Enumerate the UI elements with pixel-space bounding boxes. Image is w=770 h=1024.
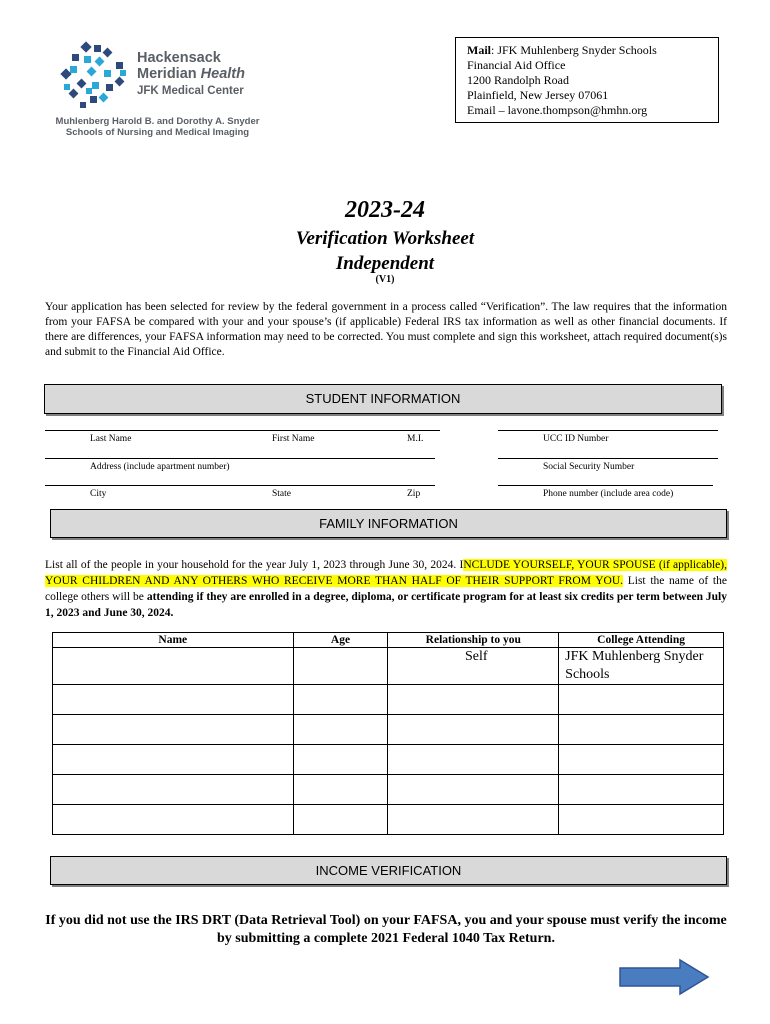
cell-name[interactable]: [53, 648, 294, 685]
cell-college[interactable]: JFK Muhlenberg Snyder Schools: [559, 648, 724, 685]
logo-name-line1: Hackensack: [137, 50, 221, 66]
first-name-label: First Name: [272, 434, 315, 444]
page-title-year: 2023-24: [345, 197, 425, 223]
last-name-label: Last Name: [90, 434, 132, 444]
mail-line4: Plainfield, New Jersey 07061: [467, 88, 609, 102]
logo-wordmark: [137, 50, 245, 82]
table-row: [53, 745, 724, 775]
right-arrow-icon[interactable]: [618, 958, 710, 996]
cell-relationship[interactable]: [388, 775, 559, 805]
income-verification-heading: INCOME VERIFICATION: [50, 856, 727, 885]
cell-name[interactable]: [53, 685, 294, 715]
mail-line1: : JFK Muhlenberg Snyder Schools: [491, 43, 657, 57]
page-subtitle: Independent: [335, 253, 435, 274]
phone-label: Phone number (include area code): [543, 489, 674, 499]
logo-subtitle: JFK Medical Center: [137, 85, 244, 97]
mailing-address-box: [455, 37, 719, 123]
household-table: [52, 632, 724, 835]
table-row: [53, 805, 724, 835]
logo-mark-icon: [58, 40, 136, 112]
ssn-field-line[interactable]: [498, 458, 718, 459]
phone-field-line[interactable]: [498, 485, 713, 486]
column-header-age: Age: [293, 633, 388, 648]
address-field-line[interactable]: [45, 458, 435, 459]
column-header-name: Name: [53, 633, 294, 648]
address-label: Address (include apartment number): [90, 462, 230, 472]
ucc-id-field-line[interactable]: [498, 430, 718, 431]
table-header-row: [53, 633, 724, 648]
zip-label: Zip: [407, 489, 421, 499]
cell-relationship[interactable]: [388, 715, 559, 745]
cell-college[interactable]: [559, 715, 724, 745]
cell-age[interactable]: [293, 715, 388, 745]
table-row: [53, 775, 724, 805]
student-info-heading: STUDENT INFORMATION: [44, 384, 722, 414]
cell-relationship[interactable]: [388, 805, 559, 835]
cell-name[interactable]: [53, 715, 294, 745]
school-name-line1: Muhlenberg Harold B. and Dorothy A. Snyder: [55, 116, 260, 127]
logo-name-line2a: Meridian: [137, 66, 201, 82]
family-text-bold: attending if they are enrolled in a degree, diploma, or certificate program for at least six credits per term between July 1, 2023 and June 30, 2024.: [45, 591, 727, 619]
income-notice: If you did not use the IRS DRT (Data Retrieval Tool) on your FAFSA, you and your spouse must verify the income by submitting a complete 2021 Federal 1040 Tax Return.: [45, 913, 727, 946]
cell-age[interactable]: [293, 805, 388, 835]
table-row: [53, 715, 724, 745]
mail-line3: 1200 Randolph Road: [467, 73, 569, 87]
cell-name[interactable]: [53, 805, 294, 835]
cell-age[interactable]: [293, 648, 388, 685]
table-row: [53, 648, 724, 685]
page-title: Verification Worksheet: [295, 228, 475, 249]
family-text-part2: List the name of the college others will be: [45, 575, 727, 603]
city-state-zip-field-line[interactable]: [45, 485, 435, 486]
cell-age[interactable]: [293, 745, 388, 775]
cell-college[interactable]: [559, 775, 724, 805]
logo-name-line2b: Health: [200, 66, 245, 82]
cell-name[interactable]: [53, 775, 294, 805]
ucc-id-label: UCC ID Number: [543, 434, 609, 444]
school-name-line2: Schools of Nursing and Medical Imaging: [65, 127, 250, 138]
cell-age[interactable]: [293, 775, 388, 805]
family-instructions: [45, 557, 727, 621]
cell-relationship[interactable]: [388, 685, 559, 715]
school-name: [55, 116, 260, 138]
mail-email: Email – lavone.thompson@hmhn.org: [467, 103, 648, 117]
ssn-label: Social Security Number: [543, 462, 635, 472]
cell-relationship[interactable]: Self: [388, 648, 559, 685]
family-info-heading: FAMILY INFORMATION: [50, 509, 727, 538]
mail-line2: Financial Aid Office: [467, 58, 566, 72]
family-text-part1: List all of the people in your household for the year July 1, 2023 through June 30, 2024. I: [45, 559, 464, 571]
column-header-relationship: Relationship to you: [388, 633, 559, 648]
intro-paragraph: Your application has been selected for review by the federal government in a process called “Verification”. The law requires that the information from your FAFSA be compared with your and your spouse’s (if applicable) Federal IRS tax information as well as other financial documents. If there are differences, your FAFSA information may need to be corrected. You must complete and sign this worksheet, attach required document(s)s and submit to the Financial Aid Office.: [45, 301, 727, 358]
version-label: (V1): [375, 274, 395, 285]
name-field-line[interactable]: [45, 430, 440, 431]
cell-name[interactable]: [53, 745, 294, 775]
cell-relationship[interactable]: [388, 745, 559, 775]
cell-age[interactable]: [293, 685, 388, 715]
cell-college[interactable]: [559, 805, 724, 835]
state-label: State: [272, 489, 291, 499]
family-text-highlight: NCLUDE YOURSELF, YOUR SPOUSE (if applicable), YOUR CHILDREN AND ANY OTHERS WHO RECEIVE MORE THAN HALF OF THEIR SUPPORT FROM YOU.: [45, 559, 727, 587]
column-header-college: College Attending: [559, 633, 724, 648]
table-row: [53, 685, 724, 715]
mi-label: M.I.: [407, 434, 424, 444]
city-label: City: [90, 489, 107, 499]
cell-college[interactable]: [559, 745, 724, 775]
cell-college[interactable]: [559, 685, 724, 715]
mail-label: Mail: [467, 43, 491, 57]
